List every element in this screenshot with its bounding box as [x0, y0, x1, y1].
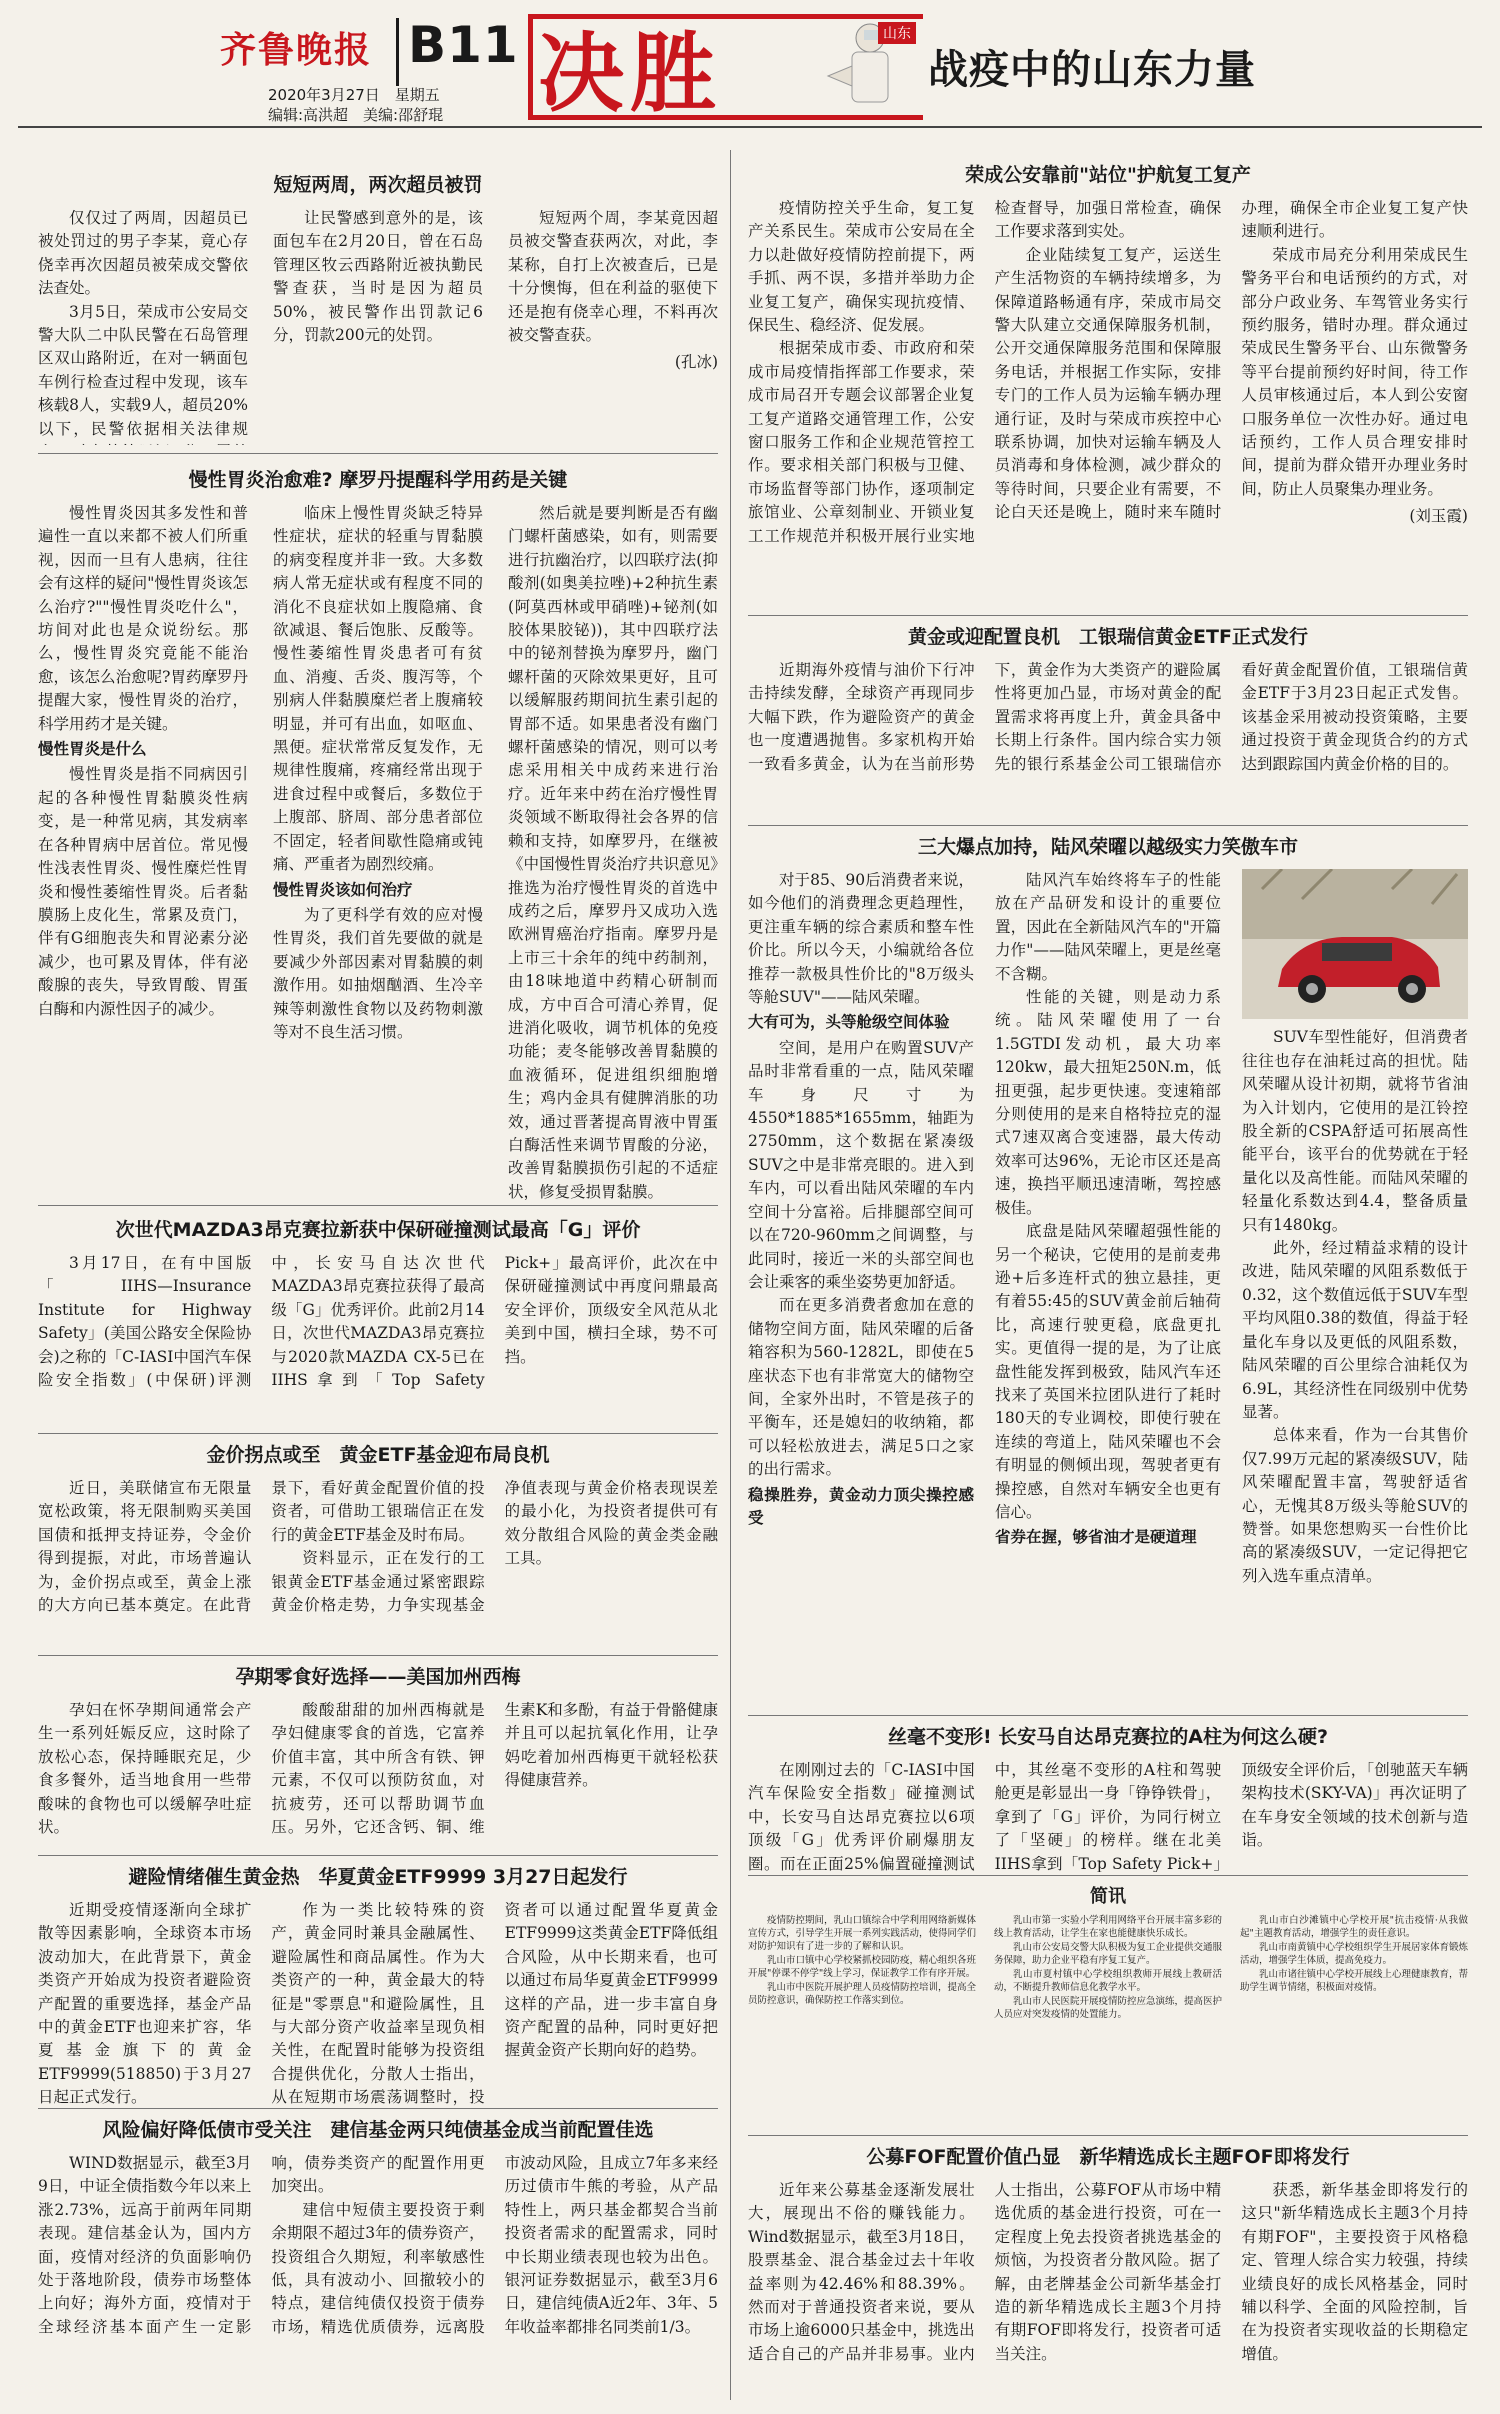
suv-photo: [1242, 869, 1468, 1019]
region-tag: 山东: [878, 22, 916, 44]
paragraph: 短短两个周，李某竟因超员被交警查获两次，对此，李某称，自打上次被查后，已是十分懊悔，但在利益的驱使下还是抱有侥幸心理，不料再次被交警查获。: [508, 209, 718, 345]
subheading: 慢性胃炎该如何治疗: [273, 880, 413, 899]
paragraph: 空间，是用户在购置SUV产品时非常看重的一点，陆风荣曜车身尺寸为4550*1885*1655mm，轴距为2750mm，这个数据在紧凑级SUV之中是非常亮眼的。进入到车内，可以看出陆风荣曜的车内空间十分富裕。后排腿部空间可以在720-960mm之间调整，与此同时，接近一米的头部空间也会让乘客的乘坐姿势更加舒适。: [748, 1038, 974, 1291]
article-column: [38, 502, 248, 1200]
article-column: [508, 207, 718, 445]
paragraph: 底盘是陆风荣曜超强性能的另一个秘诀，它使用的是前麦弗逊+后多连杆式的独立悬挂，更有着55:45的SUV黄金前后轴荷比，高速行驶更稳，底盘更扎实。更值得一提的是，为了让底盘性能发挥到极致，陆风汽车还找来了英国米拉团队进行了耗时180天的专业调校，即使行驶在连续的弯道上，陆风荣曜也不会有明显的侧倾出现，驾驶者更有操控感，自然对车辆安全也更有信心。: [995, 1222, 1221, 1521]
article-body: [38, 2152, 718, 2339]
page-number: B11: [408, 16, 519, 74]
article-landwind-suv: [748, 832, 1468, 1712]
divider: [748, 2135, 1468, 2136]
paragraph: 近日，美联储宣布无限量宽松政策，将无限制购买美国国债和抵押支持证券，令金价得到提振，对此，市场普遍认为，金价拐点或至，黄金上涨的大方向已基本奠定。在此背景下，看好黄金配置价值的投资者，可借助工银瑞信正在发行的黄金ETF基金及时布局。: [38, 1479, 485, 1615]
divider: [748, 615, 1468, 616]
briefs-body: [748, 1914, 1468, 2021]
article-body: [748, 2179, 1468, 2366]
paragraph: 让民警感到意外的是，该面包车在2月20日，曾在石岛管理区牧云西路附近被执勤民警查获，当时是因为超员50%，被民警作出罚款记6分，罚款200元的处罚。: [273, 209, 483, 345]
article-gastritis: [38, 465, 718, 1200]
article-huaxia-gold: [38, 1862, 718, 2107]
article-mazda-rating: [38, 1215, 718, 1430]
brief-item: 乳山市白沙滩镇中心学校开展"抗击疫情·从我做起"主题教育活动，增强学生的责任意识。: [1240, 1915, 1468, 1939]
paragraph: 根据荣成市委、市政府和荣成市局疫情指挥部工作要求，荣成市局召开专题会议部署企业复工复产道路交通管理工作，公安窗口服务工作和企业规范管控工作。要求相关部门积极与卫健、市场监督等部门协作，逐项制定旅馆业、公章刻制业、开锁业复工工作规范并积极开展行业实地检查督导，加强日常检查，确保工作要求落到实处。: [748, 199, 1222, 545]
column-divider: [730, 150, 731, 2400]
paragraph: 资料显示，正在发行的工银黄金ETF基金通过紧密跟踪黄金价格走势，力争实现基金净值表现与黄金价格表现误差的最小化，为投资者提供可有效分散组合风险的黄金类金融工具。: [271, 1479, 718, 1615]
paragraph: 疫情防控关乎生命，复工复产关系民生。荣成市公安局在全力以赴做好疫情防控前提下，两手抓、两不误，多措并举助力企业复工复产，确保实现抗疫情、保民生、稳经济、促发展。: [748, 199, 975, 335]
divider: [748, 825, 1468, 826]
brief-item: 乳山市诸往镇中心学校开展线上心理健康教育，帮助学生调节情绪，积极面对疫情。: [1240, 1969, 1468, 1993]
divider: [38, 1433, 718, 1434]
paragraph: 仅仅过了两周，因超员已被处罚过的男子李某，竟心存侥幸再次因超员被荣成交警依法查处。: [38, 209, 248, 298]
article-column: [748, 869, 974, 1588]
paragraph: 总体来看，作为一台其售价仅7.99万元起的紧凑级SUV，陆风荣曜配置丰富，驾驶舒适省心，无愧其8万级头等舱SUV的赞誉。如果您想购买一台性价比高的紧凑级SUV，一定记得把它列入选车重点清单。: [1242, 1426, 1468, 1585]
brief-item: 乳山市人民医院开展疫情防控应急演练，提高医护人员应对突发疫情的处置能力。: [994, 1996, 1223, 2020]
article-prunes: [38, 1662, 718, 1852]
headline: 避险情绪催生黄金热 华夏黄金ETF9999 3月27日起发行: [128, 1866, 628, 1888]
article-body: [38, 1252, 718, 1392]
brief-item: 疫情防控期间，乳山口镇综合中学利用网络新媒体宣传方式，引导学生开展一系列实践活动，使得同学们对防护知识有了进一步的了解和认识。: [748, 1915, 977, 1952]
paragraph: 建信中短债主要投资于剩余期限不超过3年的债券资产，投资组合久期短，利率敏感性低，具有波动小、回撤较小的特点，建信纯债仅投资于债券市场，精选优质债券，远离股市波动风险，且成立7年多来经历过债市牛熊的考验，从产品特性上，两只基金都契合当前投资者需求的配置需求，同时中长期业绩表现也较为出色。银河证券数据显示，截至3月6日，建信纯债A近2年、3年、5年收益率都排名同类前1/3。: [271, 2154, 718, 2336]
article-fof-fund: [748, 2142, 1468, 2400]
headline: 黄金或迎配置良机 工银瑞信黄金ETF正式发行: [908, 626, 1308, 648]
article-body: [38, 1899, 718, 2107]
headline: 孕期零食好选择——美国加州西梅: [235, 1666, 521, 1688]
paragraph: 陆风汽车始终将车子的性能放在产品研发和设计的重要位置，因此在全新陆风汽车的"开篇力作"——陆风荣曜上，更是丝毫不含糊。: [995, 871, 1221, 983]
paper-name: 齐鲁晚报: [220, 29, 373, 71]
article-icbc-gold-etf: [748, 622, 1468, 822]
byline: (刘玉霞): [1409, 507, 1468, 526]
section-slogan: 战疫中的山东力量: [928, 47, 1256, 93]
paragraph: 此外，经过精益求精的设计改进，陆风荣曜的风阻系数低于0.32，这个数值远低于SUV车型平均风阻0.38的数值，得益于轻量化车身以及更低的风阻系数，陆风荣曜的百公里综合油耗仅为6.9L，其经济性在同级别中优势显著。: [1242, 1239, 1468, 1421]
article-speeding-fine: [38, 170, 718, 445]
brief-item: 乳山市中医院开展护理人员疫情防控培训，提高全员防控意识，确保防控工作落实到位。: [748, 1982, 977, 2006]
paragraph: 3月17日，在有中国版「IIHS—Insurance Institute for Highway Safety」(美国公路安全保险协会)之称的「C-IASI中国汽车保险安全指数」(中保研)评测中，长安马自达次世代MAZDA3昂克赛拉获得了最高级「G」优秀评价。此前2月14日，次世代MAZDA3昂克赛拉与2020款MAZDA CX-5已在IIHS拿到「Top Safety Pick+」最高评价，此次在中保研碰撞测试中再度问鼎最高安全评价，顶级安全风范从北美到中国，横扫全球，势不可挡。: [38, 1254, 718, 1390]
paragraph: 性能的关键，则是动力系统。陆风荣曜使用了一台1.5GTDI发动机，最大功率120kw，最大扭矩250N.m，低扭更强，起步更快速。变速箱部分则使用的是来自格特拉克的湿式7速双离合变速器，最大传动效率可达96%，无论市区还是高速，换挡平顺迅速清晰，驾控感极佳。: [995, 988, 1221, 1217]
headline: 次世代MAZDA3昂克赛拉新获中保研碰撞测试最高「G」评价: [115, 1219, 641, 1241]
paragraph: 3月5日，荣成市公安局交警大队二中队民警在石岛管理区双山路附近，在对一辆面包车例行检查过程中发现，该车核载8人，实载9人，超员20%以下，民警依据相关法律规: [38, 302, 248, 438]
divider: [748, 1715, 1468, 1716]
divider: [38, 1655, 718, 1656]
headline: 丝毫不变形! 长安马自达昂克赛拉的A柱为何这么硬?: [887, 1726, 1328, 1748]
article-gold-etf: [38, 1440, 718, 1655]
article-column: [1242, 869, 1468, 1588]
subheading: 稳操胜券，黄金动力顶尖操控感受: [748, 1485, 974, 1527]
paragraph: 获悉，新华基金即将发行的这只"新华精选成长主题3个月持有期FOF"，主要投资于风格稳定、管理人综合实力较强，持续业绩良好的成长风格基金，同时辅以科学、全面的风险控制，旨在为投资者实现收益的长期稳定增值。: [1241, 2181, 1468, 2363]
newspaper-page: [18, 10, 1482, 2405]
paragraph: 作为一类比较特殊的资产，黄金同时兼具金融属性、避险属性和商品属性。作为大类资产的一种，黄金最大的特征是"零票息"和避险属性，且与大部分资产收益率呈现负相关性，在配置时能够为投资组合提供优化，分散人士指出，从在短期市场震荡调整时，投资者可以通过配置华夏黄金ETF9999这类黄金ETF降低组合风险，从中长期来看，也可以通过布局华夏黄金ETF9999这样的产品，进一步丰富自身资产配置的品种，同时更好把握黄金资产长期向好的趋势。: [271, 1901, 718, 2107]
headline: 慢性胃炎治愈难? 摩罗丹提醒科学用药是关键: [188, 469, 568, 491]
paragraph: WIND数据显示，截至3月9日，中证全债指数今年以来上涨2.73%，远高于前两年同期表现。建信基金认为，国内方面，疫情对经济的负面影响仍处于落地阶段，债券市场整体上向好；海外方面，疫情对于全球经济基本面产生一定影响，债券类资产的配置作用更加突出。: [38, 2154, 485, 2336]
briefs-heading: 简讯: [1090, 1886, 1126, 1907]
masthead-divider: [396, 18, 399, 86]
headline: 荣成公安靠前"站位"护航复工复产: [965, 164, 1251, 186]
subheading: 慢性胃炎是什么: [38, 740, 147, 759]
brief-item: 乳山市公安局交警大队积极为复工企业提供交通服务保障，助力企业平稳有序复工复产。: [994, 1942, 1223, 1966]
divider: [38, 453, 718, 454]
article-body: [38, 1477, 718, 1617]
article-body: [748, 659, 1468, 776]
section-title: 决胜: [538, 23, 722, 124]
paragraph: 临床上慢性胃炎缺乏特异性症状，症状的轻重与胃黏膜的病变程度并非一致。大多数病人常无症状或有程度不同的消化不良症状如上腹隐痛、食欲减退、餐后饱胀、反酸等。慢性萎缩性胃炎患者可有贫血、消瘦、舌炎、腹泻等，个别病人伴黏膜糜烂者上腹痛较明显，并可有出血，如呕血、黑便。症状常常反复发作，无规律性腹痛，疼痛经常出现于进食过程中或餐后，多数位于上腹部、脐周、部分患者部位不固定，轻者间歇性隐痛或钝痛、严重者为剧烈绞痛。: [273, 504, 483, 874]
article-column: [508, 502, 718, 1200]
divider: [748, 1875, 1468, 1876]
brief-item: 乳山市南黄镇中心学校组织学生开展居家体育锻炼活动，增强学生体质，提高免疫力。: [1240, 1942, 1468, 1966]
brief-item: 乳山市夏村镇中心学校组织教师开展线上教研活动，不断提升教师信息化教学水平。: [994, 1969, 1222, 1993]
paragraph: 为了更科学有效的应对慢性胃炎，我们首先要做的就是要减少外部因素对胃黏膜的刺激作用。如抽烟酗酒、生冷辛辣等刺激性食物以及药物刺激等对不良生活习惯。: [273, 905, 483, 1041]
issue-date: 2020年3月27日 星期五: [268, 86, 440, 104]
paragraph: 酸酸甜甜的加州西梅就是孕妇健康零食的首选，它富养价值丰富，其中所含有铁、钾元素，不仅可以预防贫血，对抗疲劳，还可以帮助调节血压。另外，它还含钙、铜、维生素K和多酚，有益于骨骼健康并且可以起抗氧化作用，让孕妈吃着加州西梅更干就轻松获得健康营养。: [271, 1701, 718, 1837]
article-rongcheng-police: [748, 160, 1468, 610]
paragraph: 对于85、90后消费者来说，如今他们的消费理念更趋理性，更注重车辆的综合素质和整车性价比。所以今天，小编就给各位推荐一款极具性价比的"8万级头等舱SUV"——陆风荣曜。: [748, 871, 974, 1007]
divider: [38, 1855, 718, 1856]
article-body: [38, 1699, 718, 1839]
divider: [38, 2108, 718, 2109]
paragraph: 慢性胃炎是指不同病因引起的各种慢性胃黏膜炎性病变，是一种常见病，其发病率在各种胃病中居首位。常见慢性浅表性胃炎、慢性糜烂性胃炎和慢性萎缩性胃炎。后者黏膜肠上皮化生，常累及贲门，伴有G细胞丧失和胃泌素分泌减少，也可累及胃体，伴有泌酸腺的丧失，导致胃酸、胃蛋白酶和内源性因子的减少。: [38, 765, 248, 1018]
masthead: [18, 10, 1482, 124]
brief-item: 乳山市口镇中心学校紧抓校园防疫，精心组织各班开展"停课不停学"线上学习，保证教学工作有序开展。: [748, 1955, 977, 1979]
headline: 短短两周，两次超员被罚: [273, 174, 483, 196]
paragraph: 近期海外疫情与油价下行冲击持续发酵，全球资产再现同步大幅下跌，作为避险资产的黄金也一度遭遇抛售。多家机构开始一致看多黄金，认为在当前形势下，黄金作为大类资产的避险属性将更加凸显，市场对黄金的配置需求将再度上升，黄金具备中长期上行条件。国内综合实力领先的银行系基金公司工银瑞信亦看好黄金配置价值，工银瑞信黄金ETF于3月23日起正式发售。该基金采用被动投资策略，主要通过投资于黄金现货合约的方式达到跟踪国内黄金价格的目的。: [748, 661, 1468, 773]
headline: 金价拐点或至 黄金ETF基金迎布局良机: [206, 1444, 550, 1466]
byline: (孔冰): [674, 353, 718, 372]
headline: 风险偏好降低债市受关注 建信基金两只纯债基金成当前配置佳选: [102, 2119, 654, 2141]
article-body: [748, 1759, 1468, 1872]
news-briefs: [748, 1882, 1468, 2132]
article-column: [995, 869, 1221, 1588]
article-column: [273, 502, 483, 1200]
article-column: [38, 207, 248, 445]
paragraph: 近年来公募基金逐渐发展壮大，展现出不俗的赚钱能力。Wind数据显示，截至3月18日，股票基金、混合基金过去十年收益率则为42.46%和88.39%。然而对于普通投资者来说，要从市场上逾6000只基金中，挑选出适合自己的产品并非易事。业内人士指出，公募FOF从市场中精选优质的基金进行投资，可在一定程度上免去投资者挑选基金的烦恼，为投资者分散风险。据了解，由老牌基金公司新华基金打造的新华精选成长主题3个月持有期FOF即将发行，投资者可适当关注。: [748, 2181, 1222, 2363]
article-mazda-a-pillar: [748, 1722, 1468, 1872]
paragraph: 在刚刚过去的「C-IASI中国汽车保险安全指数」碰撞测试中，长安马自达昂克赛拉以6项顶级「G」优秀评价刷爆朋友圈。而在正面25%偏置碰撞测试中，其丝毫不变形的A柱和驾驶舱更是彰显出一身「铮铮铁骨」，拿到了「G」评价，为同行树立了「坚硬」的榜样。继在北美IIHS拿到「Top Safety Pick+」顶级安全评价后，「创驰蓝天车辆架构技术(SKY-VA)」再次证明了在车身安全领域的技术创新与造诣。: [748, 1761, 1468, 1872]
article-body: [748, 197, 1468, 548]
article-bond-funds: [38, 2115, 718, 2400]
paragraph: 近期受疫情逐渐向全球扩散等因素影响，全球资本市场波动加大，在此背景下，黄金类资产开始成为投资者避险资产配置的重要选择，基金产品中的黄金ETF也迎来扩容，华夏基金旗下的黄金ETF9999(518850)于3月27日起正式发行。: [38, 1901, 252, 2107]
paragraph: 而在更多消费者愈加在意的储物空间方面，陆风荣曜的后备箱容积为560-1282L，即使在5座状态下也有非常宽大的储物空间，全家外出时，不管是孩子的平衡车，还是媳妇的收纳箱，都可以轻松放进去，满足5口之家的出行需求。: [748, 1296, 974, 1479]
paragraph: 慢性胃炎因其多发性和普遍性一直以来都不被人们所重视，因而一旦有人患病，往往会有这样的疑问"慢性胃炎该怎么治疗?""慢性胃炎吃什么"，坊间对此也是众说纷纭。那么，慢性胃炎究竟能不能治愈，该怎么治愈呢?胃药摩罗丹提醒大家，慢性胃炎的治疗，科学用药才是关键。: [38, 504, 248, 733]
headline: 公募FOF配置价值凸显 新华精选成长主题FOF即将发行: [866, 2146, 1350, 2168]
editor-credits: 编辑:高洪超 美编:邵舒琨: [268, 106, 444, 124]
article-column: [273, 207, 483, 445]
subheading: 省券在握，够省油才是硬道理: [995, 1528, 1197, 1547]
paragraph: SUV车型性能好，但消费者往往也存在油耗过高的担忧。陆风荣曜从设计初期，就将节省油为入计划内，它使用的是江铃控股全新的CSPA舒适可拓展高性能平台，该平台的优势就在于轻量化以及高性能。而陆风荣曜的轻量化系数达到4.4，整备质量只有1480kg。: [1242, 1028, 1468, 1234]
divider: [38, 1205, 718, 1206]
paragraph: 荣成市局充分利用荣成民生警务平台和电话预约的方式，对部分户政业务、车驾管业务实行预约服务，错时办理。群众通过荣成民生警务平台、山东微警务等平台提前预约好时间，待工作人员审核通过后，本人到公安窗口服务单位一次性办好。通过电话预约，工作人员合理安排时间，提前为群众错开办理业务时间，防止人员聚集办理业务。: [1241, 245, 1468, 498]
brief-item: 乳山市第一实验小学利用网络平台开展丰富多彩的线上教育活动，让学生在家也能健康快乐成长。: [994, 1915, 1223, 1939]
paragraph: 企业陆续复工复产，运送生产生活物资的车辆持续增多，为保障道路畅通有序，荣成市局交警大队建立交通保障服务机制，公开交通保障服务范围和保障服务电话，并根据工作实际，安排专门的工作人员为运输车辆办理通行证，及时与荣成市疾控中心联系协调，加快对运输车辆及人员消毒和身体检测，减少群众的等待时间，只要企业有需要，不论白天还是晚上，随时来车随时办理，确保全市企业复工复产快速顺利进行。: [994, 199, 1468, 522]
headline: 三大爆点加持，陆风荣曜以越级实力笑傲车市: [917, 836, 1298, 858]
subheading: 大有可为，头等舱级空间体验: [748, 1013, 950, 1032]
masthead-rule: [18, 126, 1482, 128]
paragraph: 然后就是要判断是否有幽门螺杆菌感染，如有，则需要进行抗幽治疗，以四联疗法(抑酸剂(如奥美拉唑)+2种抗生素(阿莫西林或甲硝唑)+铋剂(如胶体果胶铋))，其中四联疗法中的铋剂替换为摩罗丹，幽门螺杆菌的灭除效果更好，且可以缓解服药期间抗生素引起的胃部不适。如果患者没有幽门螺杆菌感染的情况，则可以考虑采用相关中成药来进行治疗。近年来中药在治疗慢性胃炎领域不断取得社会各界的信赖和支持，如摩罗丹，在继被《中国慢性胃炎治疗共识意见》推选为治疗慢性胃炎的首选中成药之后，摩罗丹又成功入选欧洲胃癌治疗指南。摩罗丹是上市三十余年的纯中药制剂，由18味地道中药精心研制而成，方中百合可清心养胃，促进消化吸收，调节机体的免疫功能；麦冬能够改善胃黏膜的血液循环，促进组织细胞增生；鸡内金具有健脾消胀的功效，通过晋著提高胃液中胃蛋白酶活性来调节胃酸的分泌，改善胃黏膜损伤引起的不适症状，修复受损胃黏膜。: [508, 504, 718, 1200]
paragraph: 孕妇在怀孕期间通常会产生一系列妊娠反应，这时除了放松心态，保持睡眠充足，少食多餐外，适当地食用一些带酸味的食物也可以缓解孕吐症状。: [38, 1701, 252, 1837]
